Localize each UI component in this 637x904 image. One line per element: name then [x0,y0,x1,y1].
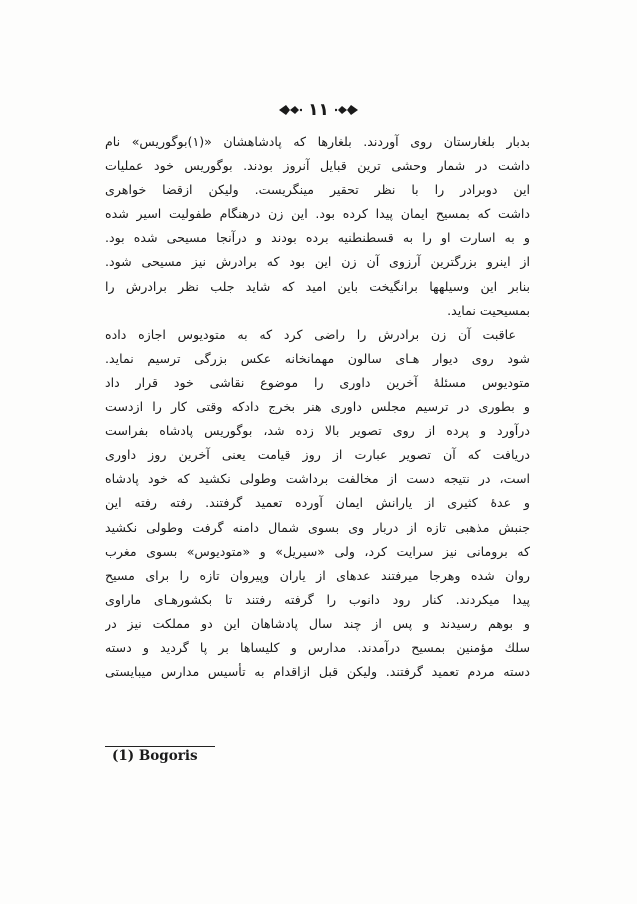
text-line: داشت در شمار وحشی ترین قبایل آنروز بودند. بوگوریس خود عملیات [105,158,530,174]
footnote-divider [105,746,215,747]
text-line: شود روی دیوار هـای سالون مهمانخانه عکس بزرگی ترسیم نماید. [105,350,530,366]
text-line: جنبش مذهبی تازه از دربار وی بسوی شمال دامنه گرفت وطولی نکشید [105,519,530,535]
text-line: دریافت که آن تصویر عبارت از روز قیامت یعنی آخرین روز داوری [105,447,530,463]
text-line: است، در نتیجه دست از مخالفت برداشت وطولی نکشید که خود پادشاه [105,471,530,487]
text-line: دسته مردم تعمید گرفتند. ولیکن قبل ازاقدام به تأسیس مدارس میبایستی [105,664,530,680]
text-line: بدبار بلغارستان روی آوردند. بلغارها که پادشاهشان «(۱)بوگوریس» نام [105,134,530,149]
text-line: و به اسارت او را به قسطنطنیه برده بودند و درآنجا مسیحی شده بود. [105,230,530,246]
page-header [0,98,637,122]
text-line: و عدهٔ کثیری از یارانش ایمان آورده تعمید گرفتند. رفته رفته این [105,495,530,511]
text-line: بمسیحیت نماید. [447,302,530,318]
text-line: و بوهم رسیدند و پس از چند سال پادشاهان این دو مملکت نیز در [105,615,530,631]
left-ornament-icon [278,103,302,117]
text-line: سلك مؤمنین بمسیح درآمدند. مدارس و کلیساها بر پا گردید و دسته [105,639,530,655]
right-ornament-icon [335,103,359,117]
text-line: که برومانی نیز سرایت کرد، ولی «سیریل» و «متودیوس» بسوی مغرب [105,543,530,559]
text-line: بنابر این وسیلهها برانگیخت باین امید که شاید جلب نظر برادرش را [105,278,530,294]
page-number: ١١ [308,100,329,120]
text-line: عاقبت آن زن برادرش را راضی کرد که به متودیوس اجازه داده [105,326,516,342]
body-text [105,130,530,684]
text-line: متودیوس مسئلهٔ آخرین داوری را موضوع نقاشی خود قرار داد [105,374,530,390]
text-line: داشت که بمسیح ایمان پیدا کرده بود. این زن درهنگام طفولیت اسیر شده [105,206,530,222]
text-line: و بطوری در ترسیم مجلس داوری هنر بخرج دادکه وقتی کار را ازدست [105,399,530,415]
text-line: از اینرو بزرگترین آرزوی آن زن این بود که برادرش نیز مسیحی شود. [105,254,530,270]
text-line: پیدا میکردند. کنار رود دانوب را گرفته رفتند تا بکشورهـای ماراوی [105,591,530,607]
footnote: (1) Bogoris [112,748,198,764]
text-line: این دوبرادر را با نظر تحقیر مینگریست. ولیکن ازقضا خواهری [105,182,530,198]
text-line: روان شده وهرجا میرفتند عدهای از یاران وپیروان تازه را برای مسیح [105,567,530,583]
text-line: درآورد و پرده از روی تصویر بالا زده شد، بوگوریس پادشاه بفراست [105,423,530,439]
